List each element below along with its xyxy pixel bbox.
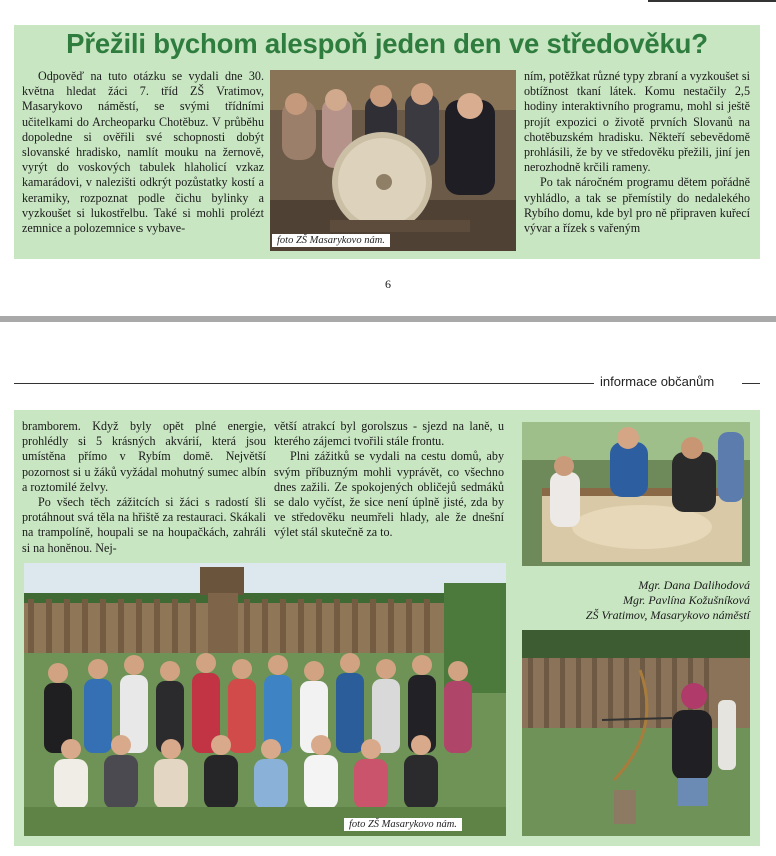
paragraph: Odpověď na tuto otázku se vydali dne 30. května hledat žáci 7. tříd ZŠ Vratimov, Masarykovo náměstí, se svými třídními učitelkami do Archeoparku Chotěbuz. V průběhu dopoledne si ověřili své schopnosti dobýt slovanské hradisko, namlít mouku na žernově, vyrýt do voskových tabulek hlaholicí vzkaz kamarádovi, v nalezišti odkrýt pozůstatky kostí a keramiky, rozpoznat podle čichu bylinky a vyzkoušet si lukostřelbu. Také si mohli prolézt zemnice a polozemnice s vybave- xyxy=(22,69,264,236)
article-column-3 xyxy=(524,69,750,236)
section-label: informace občanům xyxy=(600,374,715,389)
article-continued-column-2 xyxy=(274,419,504,541)
author-line: Mgr. Pavlína Kožušníková xyxy=(623,593,750,607)
photo-caption: foto ZŠ Masarykovo nám. xyxy=(272,234,390,247)
photo-excavation-sandbox xyxy=(522,422,750,566)
top-rule xyxy=(648,0,776,2)
article-signature xyxy=(524,578,750,623)
author-line: Mgr. Dana Dalihodová xyxy=(638,578,750,592)
page-divider xyxy=(0,316,776,322)
photo-archery xyxy=(522,630,750,836)
paragraph: Po tak náročném programu dětem pořádně vyhládlo, a tak se přemístily do nedalekého Rybího domu, kde byl pro ně připraven kuřecí vývar a řízek s vařeným xyxy=(524,175,750,236)
photo-group-at-fort xyxy=(24,563,506,836)
article-continued-column-1 xyxy=(22,419,266,556)
paragraph: Po všech těch zážitcích si žáci s radostí šli protáhnout svá těla na hřiště za restauraci. Skákali na trampolíně, houpali se na houpačkách, zahráli si na honěnou. Nej- xyxy=(22,495,266,555)
section-rule-left xyxy=(14,383,594,384)
author-line: ZŠ Vratimov, Masarykovo náměstí xyxy=(585,608,750,622)
photo-children-with-millstone xyxy=(270,70,516,251)
section-rule-right xyxy=(742,383,760,384)
page-number: 6 xyxy=(385,277,391,291)
paragraph: bramborem. Když byly opět plné energie, prohlédly si 5 krásných akvárií, která jsou umístěna přímo v Rybím domě. Největší pozornost si u žáků vyžádal mohutný sumec albín a roztomilé želvy. xyxy=(22,419,266,494)
paragraph: větší atrakcí byl gorolszus - sjezd na laně, u kterého zájemci tvořili stále frontu. xyxy=(274,419,504,449)
article-column-1 xyxy=(22,69,264,236)
paragraph: ním, potěžkat různé typy zbraní a vyzkoušet si obtížnost tkaní látek. Komu nestačily 2,5 hodiny interaktivního programu, mohl si ještě projít expozici o životě prvních Slovanů na chotěbuzském hradisku. Někteří sebevědomě prohlásili, že by ve středověku přežili, jiní jen nerozhodně krčili rameny. xyxy=(524,69,750,175)
article-headline: Přežili bychom alespoň jeden den ve středověku? xyxy=(66,28,708,59)
photo-caption: foto ZŠ Masarykovo nám. xyxy=(344,818,462,831)
paragraph: Plni zážitků se vydali na cestu domů, aby svým příbuzným mohli vyprávět, co všechno dnes zažili. Ze spokojených obličejů sedmáků se dalo vyčíst, že sice není úplně jisté, zda by ve středověku neumřeli hlady, ale že dnešní výlet stál skutečně za to. xyxy=(274,449,504,540)
